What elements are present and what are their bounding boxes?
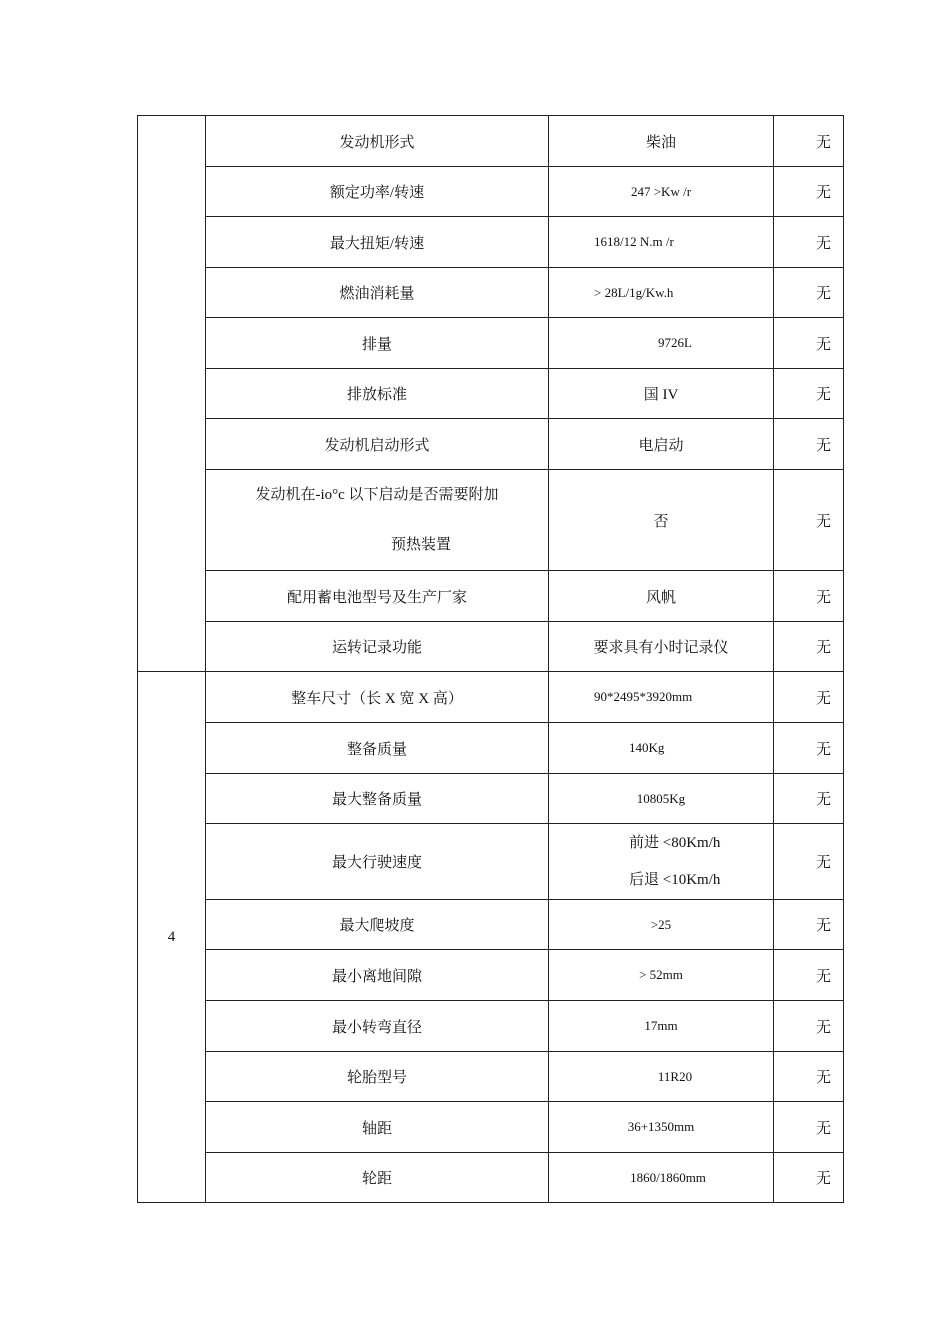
param-value: 9726L — [549, 318, 774, 369]
param-value: 否 — [549, 470, 774, 571]
param-remark: 无 — [774, 723, 844, 774]
param-remark: 无 — [774, 622, 844, 672]
table-row — [138, 1001, 844, 1052]
param-value: 柴油 — [549, 116, 774, 167]
param-remark: 无 — [774, 1102, 844, 1153]
table-row — [138, 470, 844, 571]
param-remark: 无 — [774, 1001, 844, 1052]
param-name: 整车尺寸（长 X 宽 X 高） — [206, 672, 549, 723]
param-name: 最小离地间隙 — [206, 950, 549, 1001]
param-remark: 无 — [774, 571, 844, 622]
table-row — [138, 723, 844, 774]
table-row — [138, 1102, 844, 1153]
table-row — [138, 774, 844, 824]
param-name: 最大整备质量 — [206, 774, 549, 824]
param-value: 17mm — [549, 1001, 774, 1052]
param-value: 风帆 — [549, 571, 774, 622]
param-remark: 无 — [774, 419, 844, 470]
param-name: 最大扭矩/转速 — [206, 217, 549, 268]
param-remark: 无 — [774, 268, 844, 318]
param-name: 额定功率/转速 — [206, 167, 549, 217]
table-row — [138, 1052, 844, 1102]
param-value-line: 前进 <80Km/h — [629, 834, 721, 851]
param-value: 电启动 — [549, 419, 774, 470]
param-name: 排放标准 — [206, 369, 549, 419]
param-value: > 52mm — [549, 950, 774, 1001]
table-row — [138, 369, 844, 419]
param-name: 配用蓄电池型号及生产厂家 — [206, 571, 549, 622]
param-name: 最大爬坡度 — [206, 900, 549, 950]
param-name-line: 预热装置 — [390, 537, 451, 553]
spec-table — [137, 115, 844, 1203]
group-number-cell — [138, 116, 206, 672]
param-remark: 无 — [774, 900, 844, 950]
param-value-line: 后退 <10Km/h — [629, 871, 721, 888]
param-name-multiline — [206, 470, 549, 571]
param-remark: 无 — [774, 369, 844, 419]
table-row — [138, 824, 844, 900]
param-remark: 无 — [774, 672, 844, 723]
param-remark: 无 — [774, 774, 844, 824]
table-row — [138, 950, 844, 1001]
table-row — [138, 900, 844, 950]
param-value: 1618/12 N.m /r — [549, 217, 774, 268]
param-value-multiline — [549, 824, 774, 900]
param-remark: 无 — [774, 470, 844, 571]
table-row — [138, 571, 844, 622]
param-remark: 无 — [774, 1153, 844, 1203]
param-name: 最小转弯直径 — [206, 1001, 549, 1052]
param-name: 轮胎型号 — [206, 1052, 549, 1102]
param-name: 燃油消耗量 — [206, 268, 549, 318]
param-remark: 无 — [774, 167, 844, 217]
table-row — [138, 167, 844, 217]
param-name: 排量 — [206, 318, 549, 369]
param-value: 36+1350mm — [549, 1102, 774, 1153]
table-row — [138, 672, 844, 723]
param-value: 11R20 — [549, 1052, 774, 1102]
param-name: 运转记录功能 — [206, 622, 549, 672]
param-value: 1860/1860mm — [549, 1153, 774, 1203]
param-name: 发动机形式 — [206, 116, 549, 167]
table-row — [138, 318, 844, 369]
table-row — [138, 419, 844, 470]
param-value: >25 — [549, 900, 774, 950]
table-row — [138, 622, 844, 672]
param-value: > 28L/1g/Kw.h — [549, 268, 774, 318]
param-value: 90*2495*3920mm — [549, 672, 774, 723]
param-name: 最大行驶速度 — [206, 824, 549, 900]
param-value: 140Kg — [549, 723, 774, 774]
param-remark: 无 — [774, 116, 844, 167]
param-remark: 无 — [774, 318, 844, 369]
table-row — [138, 217, 844, 268]
param-remark: 无 — [774, 1052, 844, 1102]
table-row — [138, 116, 844, 167]
param-name-line: 发动机在-io°c 以下启动是否需要附加 — [255, 487, 499, 503]
table-row — [138, 1153, 844, 1203]
param-name: 轴距 — [206, 1102, 549, 1153]
param-name: 发动机启动形式 — [206, 419, 549, 470]
param-remark: 无 — [774, 950, 844, 1001]
param-value: 国 IV — [549, 369, 774, 419]
param-name: 整备质量 — [206, 723, 549, 774]
param-value: 要求具有小时记录仪 — [549, 622, 774, 672]
param-name: 轮距 — [206, 1153, 549, 1203]
param-value: 247 >Kw /r — [549, 167, 774, 217]
group-number-cell: 4 — [138, 672, 206, 1203]
table-row — [138, 268, 844, 318]
param-remark: 无 — [774, 217, 844, 268]
param-value: 10805Kg — [549, 774, 774, 824]
param-remark: 无 — [774, 824, 844, 900]
